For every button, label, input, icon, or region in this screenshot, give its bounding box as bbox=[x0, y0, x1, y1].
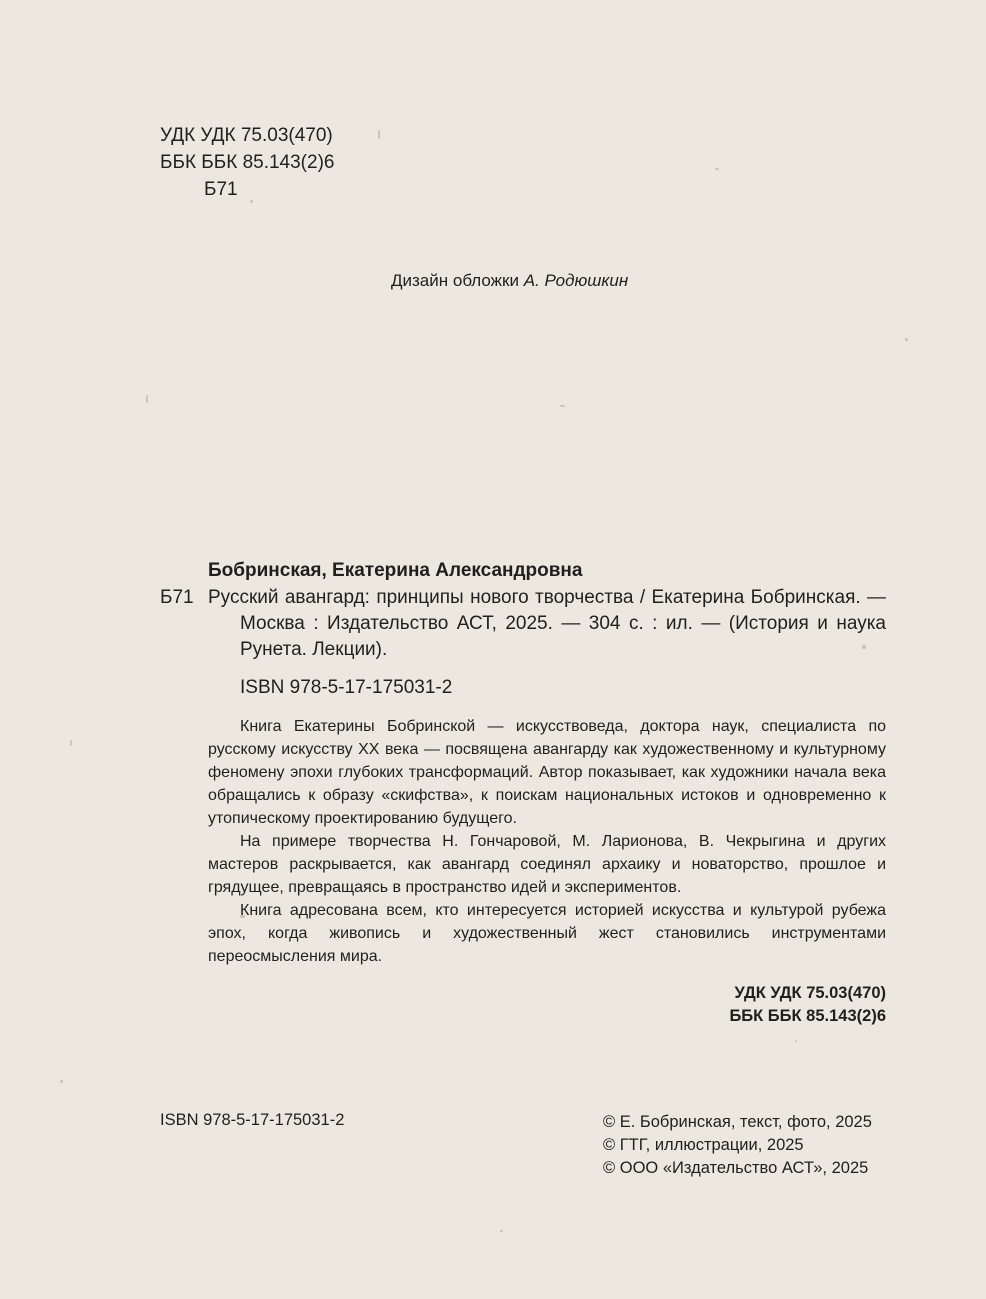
copyright-line: © ООО «Издательство АСТ», 2025 bbox=[603, 1159, 869, 1177]
catalog-entry bbox=[160, 557, 886, 1028]
footer-isbn: ISBN 978-5-17-175031-2 bbox=[160, 1111, 345, 1129]
header-author-mark: Б71 bbox=[204, 179, 238, 200]
catalog-description: Русский авангард: принципы нового творчества / Екатерина Бобринская. — Москва : Издательство АСТ, 2025. — 304 с. : ил. — (История и наука Рунета. Лекции). bbox=[208, 587, 886, 660]
copyright-line: © ГТГ, иллюстрации, 2025 bbox=[603, 1136, 804, 1154]
design-credit-name: А. Родюшкин bbox=[523, 271, 629, 290]
header-udk: УДК УДК 75.03(470) bbox=[160, 125, 333, 146]
design-credit bbox=[391, 271, 628, 291]
classification-bbk: ББК ББК 85.143(2)6 bbox=[729, 1007, 886, 1025]
catalog-isbn: ISBN 978-5-17-175031-2 bbox=[240, 677, 453, 698]
catalog-author: Бобринская, Екатерина Александровна bbox=[208, 560, 583, 581]
annotation-paragraph: На примере творчества Н. Гончаровой, М. Ларионова, В. Чекрыгина и других мастеров раскрывается, как авангард соединял архаику и новаторство, прошлое и грядущее, превращаясь в пространство идей и экспериментов. bbox=[208, 833, 886, 896]
copyright-line: © Е. Бобринская, текст, фото, 2025 bbox=[603, 1113, 872, 1131]
design-credit-label: Дизайн обложки bbox=[391, 271, 519, 290]
header-classification bbox=[160, 122, 334, 203]
annotation-paragraph: Книга адресована всем, кто интересуется историей искусства и культурой рубежа эпох, когда живопись и художественный жест становились инструментами переосмысления мира. bbox=[208, 902, 886, 965]
copyright-list bbox=[603, 1111, 872, 1180]
header-bbk: ББК ББК 85.143(2)6 bbox=[160, 152, 335, 173]
classification-block bbox=[160, 982, 886, 1028]
classification-udk: УДК УДК 75.03(470) bbox=[734, 984, 886, 1002]
annotation-paragraph: Книга Екатерины Бобринской — искусствоведа, доктора наук, специалиста по русскому искусству XX века — посвящена авангарду как художественному и культурному феномену эпохи глубоких трансформаций. Автор показывает, как художники начала века обращались к образу «скифства», к поискам национальных истоков и одновременно к утопическому проектированию будущего. bbox=[208, 718, 886, 827]
catalog-author-mark: Б71 bbox=[160, 587, 194, 608]
annotation bbox=[208, 715, 886, 968]
